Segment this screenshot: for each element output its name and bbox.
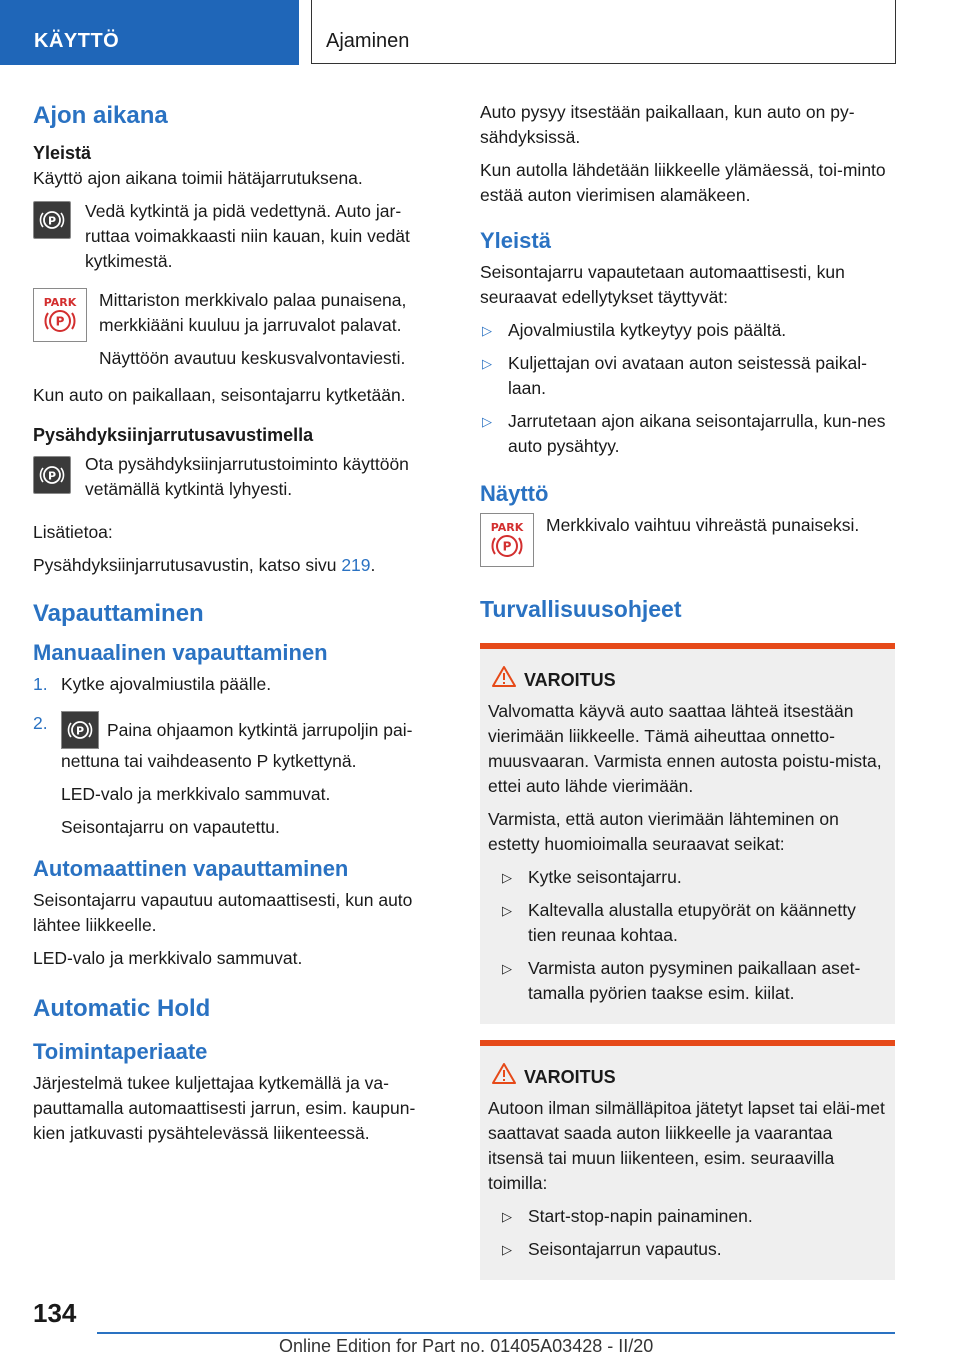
toimi-text: Järjestelmä tukee kuljettajaa kytkemällä ja va-pauttamalla automaattisesti jarrun, esim. kaupun-kien jatkuvasti pysähtelevässä liikenteessä.	[33, 1073, 416, 1143]
svg-text:PARK: PARK	[490, 521, 524, 534]
parking-brake-switch-icon	[61, 711, 99, 749]
bullet-triangle-icon: ▷	[482, 323, 492, 338]
list-item-text: Kuljettajan ovi avataan auton seistessä paikal-laan.	[508, 353, 867, 398]
warning-triangle-icon	[492, 665, 516, 689]
footer-divider	[97, 1332, 895, 1334]
bullet-triangle-icon: ▷	[502, 1242, 512, 1257]
lisatietoa-text: Lisätietoa:	[33, 522, 113, 542]
right-column	[480, 100, 895, 1296]
auto-text-2: LED-valo ja merkkivalo sammuvat.	[33, 948, 303, 968]
warning-text-1: Autoon ilman silmälläpitoa jätetyt lapset tai eläi-met saattavat saada auton liikkeelle ja vaarantaa itsensä tai muun liikenteen, esim. seuraavilla toimilla:	[488, 1098, 885, 1193]
warning-list	[500, 865, 887, 1006]
bullet-triangle-icon: ▷	[502, 870, 512, 885]
bullet-triangle-icon: ▷	[502, 1209, 512, 1224]
list-item-text: Ajovalmiustila kytkeytyy pois päältä.	[508, 320, 787, 340]
svg-text:PARK: PARK	[43, 296, 77, 309]
list-item	[500, 1204, 887, 1229]
list-item-text: Varmista auton pysyminen paikallaan aset-tamalla pyörien taakse esim. kiilat.	[528, 958, 861, 1003]
park-warning-lamp-icon	[33, 288, 87, 342]
parking-brake-switch-icon	[33, 201, 71, 239]
header-section-tab	[0, 0, 299, 65]
warning-box-1	[480, 643, 895, 1024]
list-item-text: Kytke seisontajarru.	[528, 867, 682, 887]
list-item-text: Start-stop-napin painaminen.	[528, 1206, 753, 1226]
heading-yleista-right: Yleistä	[480, 228, 551, 253]
bullet-triangle-icon: ▷	[482, 414, 492, 429]
release-steps	[33, 672, 443, 840]
list-item-text: Seisontajarrun vapautus.	[528, 1239, 722, 1259]
step-number: 2.	[33, 713, 48, 733]
veda-text: Vedä kytkintä ja pidä vedettynä. Auto jar-ruttaa voimakkaasti niin kauan, kuin vedät kytkimestä.	[85, 201, 410, 271]
list-item	[500, 1237, 887, 1262]
warning-text-2: Varmista, että auton vierimään lähteminen on estetty huomioimalla seuraavat seikat:	[488, 809, 839, 854]
reference-label: Pysähdyksiinjarrutusavustin, katso sivu	[33, 555, 342, 575]
list-item	[480, 318, 895, 343]
header-chapter-box	[311, 0, 896, 64]
hold-text-1: Auto pysyy itsestään paikallaan, kun auto on py-sähdyksissä.	[480, 102, 855, 147]
svg-text:P: P	[47, 214, 57, 228]
step-result-2: Seisontajarru on vapautettu.	[61, 817, 280, 837]
bullet-triangle-icon: ▷	[502, 903, 512, 918]
list-item-text: Jarrutetaan ajon aikana seisontajarrulla, kun-nes auto pysähtyy.	[508, 411, 886, 456]
step-result-1: LED-valo ja merkkivalo sammuvat.	[61, 784, 331, 804]
list-item	[500, 865, 887, 890]
bullet-triangle-icon: ▷	[502, 961, 512, 976]
heading-turvallisuusohjeet: Turvallisuusohjeet	[480, 596, 682, 622]
warning-list	[500, 1204, 887, 1262]
step-text: Kytke ajovalmiustila päälle.	[61, 674, 272, 694]
warning-title-text: VAROITUS	[524, 1067, 616, 1087]
step-number: 1.	[33, 674, 48, 694]
naytto-text: Merkkivalo vaihtuu vihreästä punaiseksi.	[546, 515, 860, 535]
warning-triangle-icon	[492, 1062, 516, 1086]
svg-text:P: P	[55, 314, 65, 329]
auto-text-1: Seisontajarru vapautuu automaattisesti, kun auto lähtee liikkeelle.	[33, 890, 413, 935]
heading-automaattinen: Automaattinen vapauttaminen	[33, 856, 349, 881]
step-item	[33, 711, 443, 840]
heading-ajon-aikana: Ajon aikana	[33, 102, 168, 129]
yleista-text: Käyttö ajon aikana toimii hätäjarrutuksena.	[33, 168, 363, 188]
park-warning-lamp-icon	[480, 513, 534, 567]
step-text: Paina ohjaamon kytkintä jarrupoljin pai-nettuna tai vaihdeasento P kytkettynä.	[61, 720, 413, 771]
header-chapter-label: Ajaminen	[326, 30, 410, 52]
svg-text:P: P	[47, 469, 57, 483]
header-section-label: KÄYTTÖ	[34, 30, 120, 52]
heading-vapauttaminen: Vapauttaminen	[33, 600, 204, 627]
footer-edition: Online Edition for Part no. 01405A03428 - II/20	[279, 1336, 654, 1356]
heading-manuaalinen: Manuaalinen vapauttaminen	[33, 640, 328, 665]
left-column	[33, 100, 443, 1154]
step-item	[33, 672, 443, 697]
yleista-right-text: Seisontajarru vapautetaan automaattisesti, kun seuraavat edellytykset täyttyvät:	[480, 262, 845, 307]
warning-title	[488, 667, 887, 693]
reference-end: .	[370, 555, 376, 575]
kun-text: Kun auto on paikallaan, seisontajarru kytketään.	[33, 385, 406, 405]
bullet-triangle-icon: ▷	[482, 356, 492, 371]
reference-page-link[interactable]: 219	[341, 555, 371, 575]
hold-text-2: Kun autolla lähdetään liikkeelle ylämäessä, toi-minto estää auton vierimisen alamäkeen.	[480, 160, 886, 205]
heading-automatic-hold: Automatic Hold	[33, 995, 211, 1022]
mittaristo-text-2: Näyttöön avautuu keskusvalvontaviesti.	[99, 348, 406, 368]
heading-naytto: Näyttö	[480, 481, 549, 506]
warning-box-2	[480, 1040, 895, 1280]
page-number: 134	[33, 1298, 77, 1328]
warning-title-text: VAROITUS	[524, 670, 616, 690]
list-item	[500, 956, 887, 1006]
warning-title	[488, 1064, 887, 1090]
pys-text: Ota pysähdyksiinjarrutustoiminto käyttöön vetämällä kytkintä lyhyesti.	[85, 454, 409, 499]
list-item-text: Kaltevalla alustalla etupyörät on käännetty tien reunaa kohtaa.	[528, 900, 856, 945]
reference-text	[33, 553, 443, 578]
list-item	[480, 351, 895, 401]
list-item	[500, 898, 887, 948]
heading-pysahdyksiin: Pysähdyksiinjarrutusavustimella	[33, 425, 314, 445]
mittaristo-text: Mittariston merkkivalo palaa punaisena, merkkiääni kuuluu ja jarruvalot palavat.	[99, 290, 407, 335]
condition-list	[480, 318, 895, 459]
heading-toimintaperiaate: Toimintaperiaate	[33, 1039, 208, 1064]
pys-block	[33, 452, 443, 508]
parking-brake-switch-icon	[33, 456, 71, 494]
warning-text-1: Valvomatta käyvä auto saattaa lähteä itsestään vierimään liikkeelle. Tämä aiheuttaa onnetto-muusvaaran. Varmista ennen autosta poistu-mista, ettei auto lähde vierimään.	[488, 701, 882, 796]
naytto-block	[480, 513, 895, 571]
list-item	[480, 409, 895, 459]
heading-yleista: Yleistä	[33, 143, 92, 163]
veda-block	[33, 199, 443, 274]
svg-text:P: P	[502, 539, 512, 554]
svg-text:P: P	[75, 724, 85, 738]
mittaristo-block	[33, 288, 443, 371]
